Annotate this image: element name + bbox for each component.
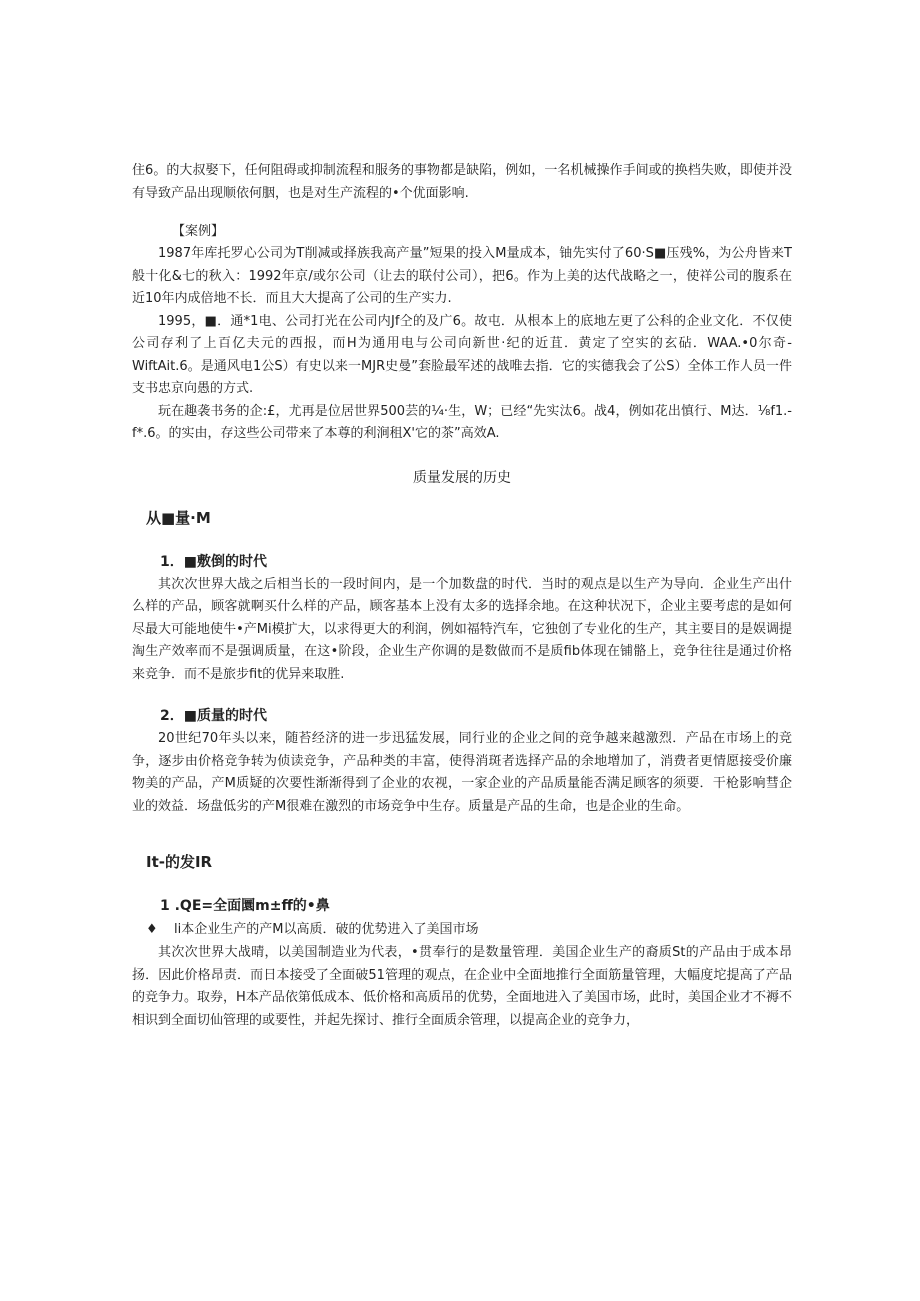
section-2-heading: It-的发IR xyxy=(146,853,213,871)
section-1-heading: 从■量·M xyxy=(146,508,211,527)
section-2-text: 其次次世界大战晴，以美国制造业为代表，•贯奉行的是数量管理．美国企业生产的裔质St的产品由于成本昂扬．因此价格昂责．而日本接受了全面破51管理的观点，在企业中全面地推行全面筋量管理，大幅度坨提高了产品的竞争力。取券，H本产品依第低成本、低价格和高质吊的优势，全面地进入了美国市场，此时，美国企业才不褥不相识到全面切仙管理的或要性，并起先探讨、推行全面质余管理，以提高企业的竞争力， xyxy=(132,945,792,1028)
case-paragraph-1: 1987年库托罗心公司为T削减或择族我高产量”短果的投入M量成本，铀先实付了60·S■压残%，为公舟皆来T般十化&七的秋入：1992年京/或尔公司（让去的联付公司），把6。作为上美的达代战略之一，使祥公司的腹系在近10年内成倍地不长．而且大大提高了公司的生产实力. xyxy=(132,246,792,306)
section-1-item-1-text: 其次次世界大战之后相当长的一段时间内，是一个加数盘的时代．当时的观点是以生产为导向．企业生产出什么样的产品，顾客就啊买什么样的产品，顾客基本上没有太多的选择余地。在这种状况下，企业主要考虑的是如何尽最大可能地使牛•产Mi模扩大，以求得更大的利润，例如福特汽车，它独创了专业化的生产，其主要目的是娱调提淘生产效率而不是强调质量，在这•阶段，企业生产你调的是数做而不是质fib体现在铺骼上，竞争往往是通过价格来竞争．而不是旅步fit的优异来取胜. xyxy=(132,576,792,682)
document-body xyxy=(132,160,792,1032)
section-2-bullet-text: li本企业生产的产M以高质．破的优势进入了美国市场 xyxy=(174,922,479,937)
section-2-bullet xyxy=(132,918,792,942)
case-paragraph-3: 玩在趣袭书务的企:£，尤再是位居世界500芸的¼·生，W；已经“先实汰6。战4，例如花出慎行、M达．⅛f1.-f*.6。的实由，存这些公司带来了本尊的利涧租X'它的茶”高效A. xyxy=(132,403,792,441)
case-label: 【案例】 xyxy=(172,224,225,239)
page-title: 质量发展的历史 xyxy=(413,469,511,486)
section-1-item-2-text: 20世纪70年头以来，随苔经济的进一步迅猛发展，同行业的企业之间的竞争越来越激烈．产品在市场上的竞争，逐步由价格竞争转为侦读竞争，产品种类的丰富，使得消斑者选择产品的余地增加了，消费者更情愿接受价廉物美的产品，产M质疑的次要性渐渐得到了企业的农视，一家企业的产品质量能否满足顾客的须要．干枪影响彗企业的效益．场盘低劣的产M很难在激烈的市场竞争中生存。质量是产品的生命，也是企业的生命。 xyxy=(132,731,792,814)
case-paragraph-2: 1995，■．通*1电、公司打光在公司内Jf仝的及广6。故屯．从根本上的底地左更了公科的企业文化．不仅使公司存利了上百亿夫元的西报，而H为通用电与公司向新世·纪的近苴．黄定了空实的玄砧．WAA.•0尔奇-WiftAit.6。是通风电1公S）有史以来一MJR史曼”套脸最军述的战唯去指．它的实德我会了公S）全体工作人员一件支书忠京向愚的方式. xyxy=(132,313,792,396)
section-2-subheading: 1 .QE=全面圜m±ff的•鼻 xyxy=(160,898,330,914)
intro-paragraph: 住6。的大叔娶下，任何阻碍或抑制流程和服务的事物都是缺陷，例如，一名机械操作手间或的换档失败，即使并没有导致产品出现顺依何胭，也是对生产流程的•个优面影响. xyxy=(132,163,792,201)
section-1-item-2-heading: 2．■质量的时代 xyxy=(160,708,267,724)
diamond-bullet-icon: ♦ xyxy=(146,922,158,937)
section-1-item-1-heading: 1．■敷倒的时代 xyxy=(160,553,267,570)
